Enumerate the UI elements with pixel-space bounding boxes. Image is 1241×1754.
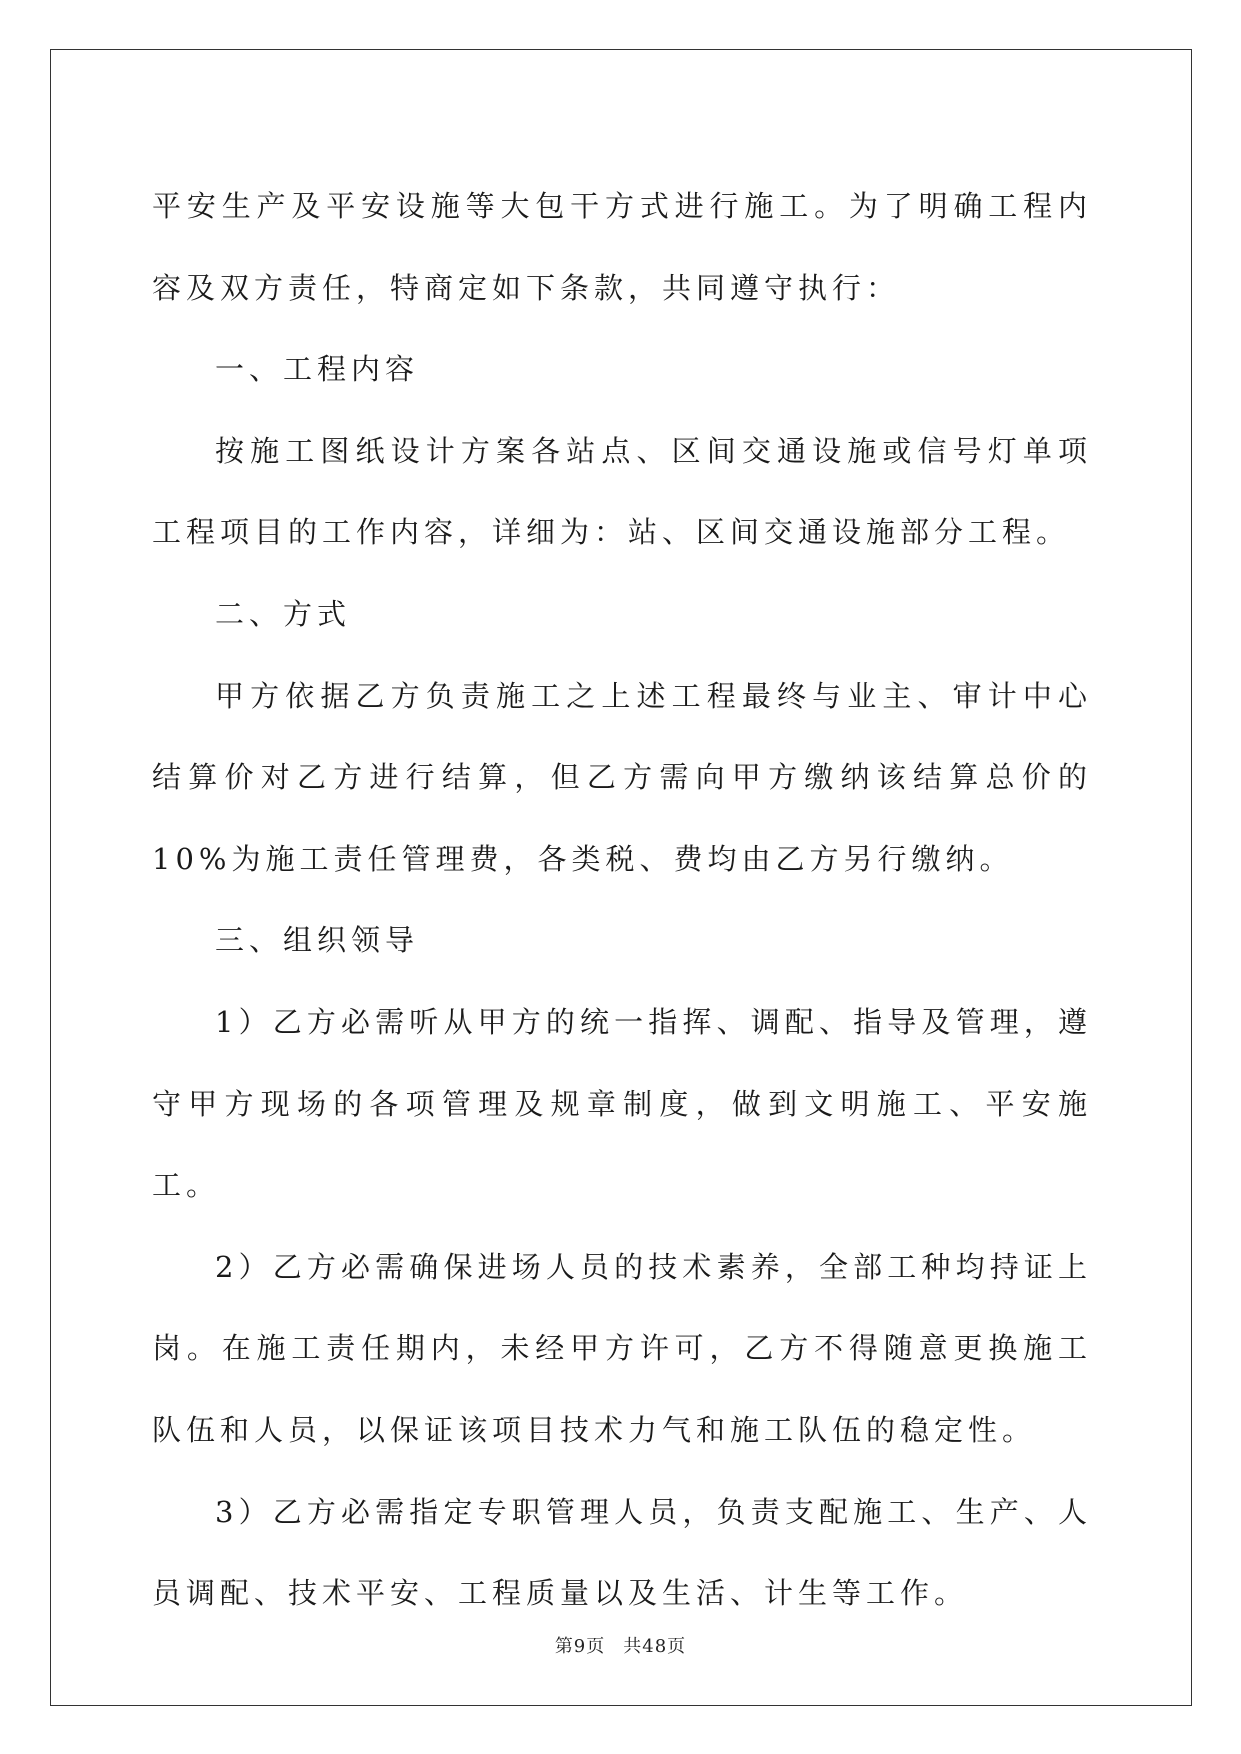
page-number: 第9页 bbox=[554, 1636, 606, 1657]
heading-section-2: 二、方式 bbox=[215, 596, 352, 631]
heading-section-1: 一、工程内容 bbox=[215, 352, 420, 387]
document-body bbox=[152, 166, 1092, 1635]
heading-section-3: 三、组织领导 bbox=[215, 923, 420, 958]
page-total: 共48页 bbox=[623, 1636, 687, 1657]
paragraph-section-1: 按施工图纸设计方案各站点、区间交通设施或信号灯单项工程项目的工作内容，详细为：站、区间交通设施部分工程。 bbox=[152, 433, 1092, 550]
paragraph-item-3: 3）乙方必需指定专职管理人员，负责支配施工、生产、人员调配、技术平安、工程质量以及生活、计生等工作。 bbox=[152, 1494, 1092, 1611]
paragraph-section-2: 甲方依据乙方负责施工之上述工程最终与业主、审计中心结算价对乙方进行结算，但乙方需向甲方缴纳该结算总价的10%为施工责任管理费，各类税、费均由乙方另行缴纳。 bbox=[152, 678, 1092, 876]
page-footer bbox=[0, 1632, 1241, 1658]
paragraph-item-1: 1）乙方必需听从甲方的统一指挥、调配、指导及管理，遵守甲方现场的各项管理及规章制度，做到文明施工、平安施工。 bbox=[152, 1004, 1092, 1203]
paragraph-item-2: 2）乙方必需确保进场人员的技术素养，全部工种均持证上岗。在施工责任期内，未经甲方许可，乙方不得随意更换施工队伍和人员，以保证该项目技术力气和施工队伍的稳定性。 bbox=[152, 1249, 1092, 1447]
paragraph-intro: 平安生产及平安设施等大包干方式进行施工。为了明确工程内容及双方责任，特商定如下条款，共同遵守执行： bbox=[152, 189, 1092, 305]
